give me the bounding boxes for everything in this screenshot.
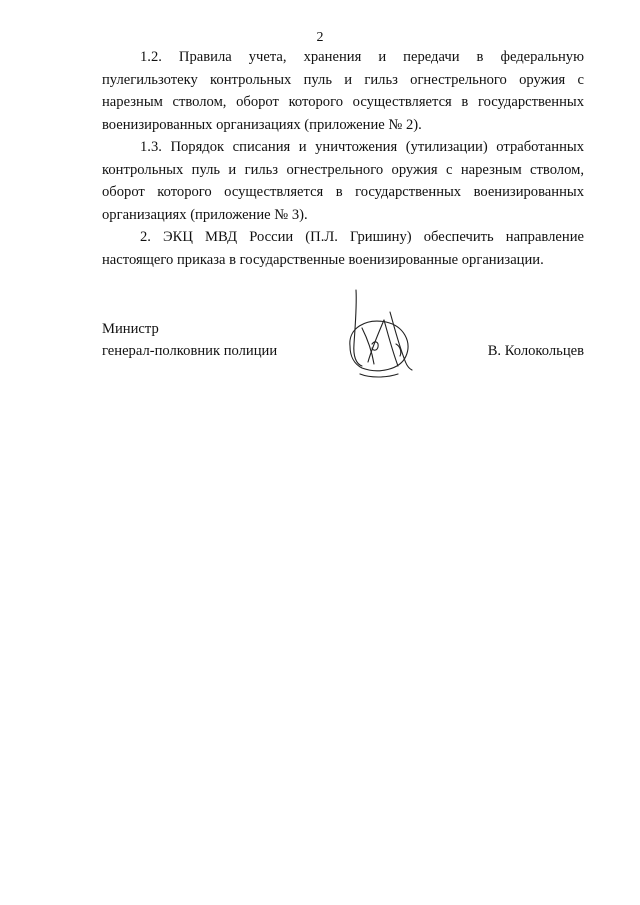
paragraph-1-2: 1.2. Правила учета, хранения и передачи в федеральную пулегильзотеку контрольных пуль и гильз огнестрельного оружия с нарезным стволом, оборот которого осуществляется в государственных военизированных организациях (приложение № 2). — [102, 49, 584, 133]
signer-title — [102, 318, 277, 362]
paragraph-1-3: 1.3. Порядок списания и уничтожения (утилизации) отработанных контрольных пуль и гильз огнестрельного оружия с нарезным стволом, оборот которого осуществляется в государственных военизированных организациях (приложение № 3). — [102, 139, 584, 223]
paragraph-2: 2. ЭКЦ МВД России (П.Л. Гришину) обеспечить направление настоящего приказа в государственные военизированные организации. — [102, 229, 584, 268]
signer-rank: генерал-полковник полиции — [102, 343, 278, 359]
handwritten-signature — [342, 284, 422, 384]
signer-position: Министр — [102, 321, 159, 337]
page-number: 2 — [316, 30, 324, 45]
document-body — [102, 46, 584, 271]
signer-name: В. Колокольцев — [487, 343, 584, 359]
